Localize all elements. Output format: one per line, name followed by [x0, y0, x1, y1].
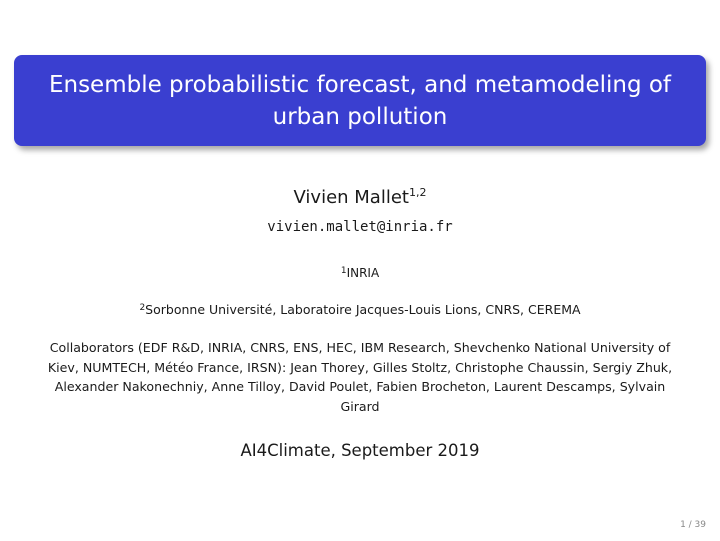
affiliation-1-text: INRIA — [346, 266, 380, 280]
author-line — [0, 186, 720, 208]
affiliation-1-mark: 1 — [340, 266, 347, 276]
affiliation-2-mark: 2 — [139, 303, 146, 313]
affiliation-2 — [0, 302, 720, 317]
author-affil-marks: 1,2 — [408, 186, 427, 199]
event-date: AI4Climate, September 2019 — [240, 441, 480, 460]
slide-title: Ensemble probabilistic forecast, and metamodeling of urban pollution — [48, 71, 672, 130]
author-name: Vivien Mallet — [293, 187, 409, 208]
affiliation-1 — [0, 266, 720, 280]
slide-title-box — [14, 55, 706, 146]
collaborators: Collaborators (EDF R&D, INRIA, CNRS, ENS, HEC, IBM Research, Shevchenko National University of Kiev, NUMTECH, Météo France, IRSN): Jean Thorey, Gilles Stoltz, Christophe Chaussin, Sergiy Zhuk, Alexander Nakonechniy, Anne Tilloy, David Poulet, Fabien Brocheton, Laurent Descamps, Sylvain Girard — [47, 340, 673, 414]
page-number: 1 / 39 — [680, 520, 706, 530]
author-email: vivien.mallet@inria.fr — [267, 219, 453, 235]
affiliation-2-text: Sorbonne Université, Laboratoire Jacques-Louis Lions, CNRS, CEREMA — [145, 302, 581, 317]
